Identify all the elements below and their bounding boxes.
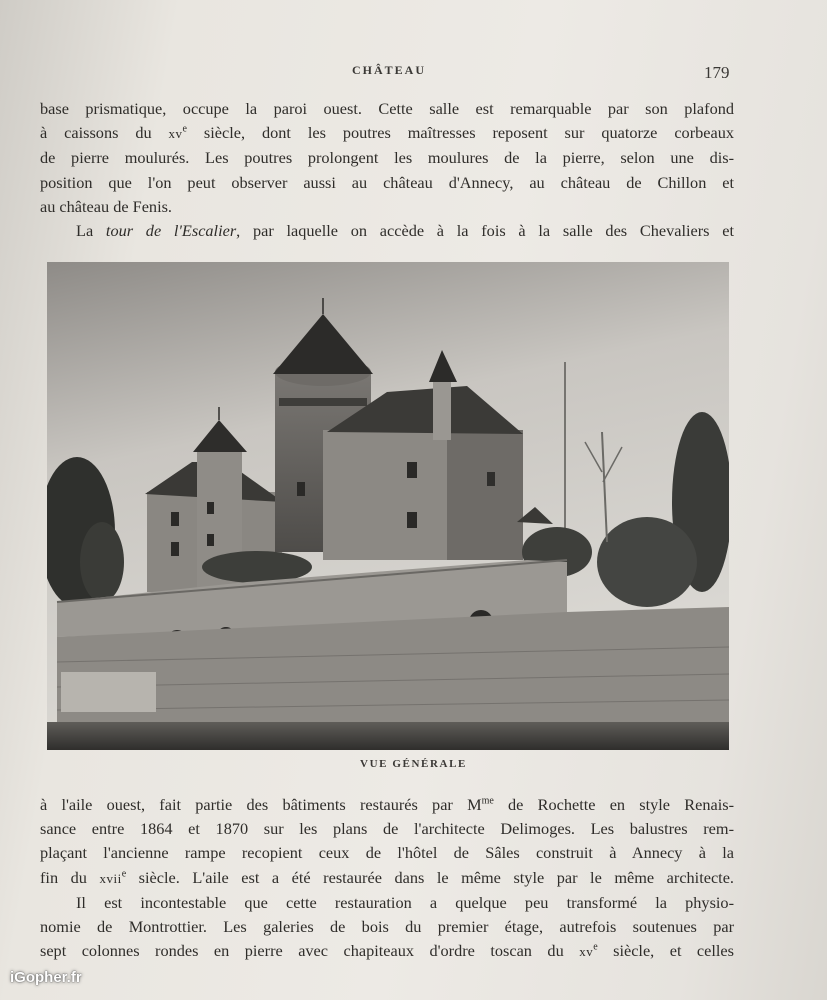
paragraph-physionomie: [40, 891, 734, 965]
running-head: CHÂTEAU: [352, 63, 427, 77]
bottom-text-block: [40, 793, 734, 964]
paragraph-salle: [40, 97, 734, 219]
figure-caption: VUE GÉNÉRALE: [360, 758, 467, 770]
text-line: La tour de l'Escalier, par laquelle on accède à la fois à la salle des Chevaliers et: [76, 221, 734, 241]
text-line: sept colonnes rondes en pierre avec chapiteaux d'ordre toscan du $xv^e$ siècle, et celles: [40, 941, 734, 961]
text-line: au château de Fenis.: [40, 196, 173, 216]
text-line: plaçant l'ancienne rampe recopient ceux de l'hôtel de Sâles construit à Annecy à la: [40, 843, 734, 863]
watermark-logo: iGopher.fr: [10, 969, 82, 986]
text-line: Il est incontestable que cette restauration a quelque peu transformé la physio-: [76, 892, 734, 912]
text-line: base prismatique, occupe la paroi ouest. Cette salle est remarquable par son plafond: [40, 99, 734, 118]
century-numeral: xvii: [99, 870, 122, 886]
page-number: 179: [704, 63, 730, 82]
text-line: nomie de Montrottier. Les galeries de bois du premier étage, autrefois soutenues par: [40, 917, 734, 937]
superscript: e: [121, 868, 127, 880]
superscript: e: [182, 123, 187, 135]
paragraph-escalier: [40, 219, 734, 243]
top-text-block: [40, 97, 734, 243]
text-line: à caissons du $xv^e$ siècle, dont les poutres maîtresses reposent sur quatorze corbeaux: [40, 123, 734, 143]
text-line: à l'aile ouest, fait partie des bâtiments restaurés par $M^{me}$ de Rochette en style Renais-: [40, 795, 734, 814]
century-numeral: xv: [168, 126, 183, 142]
century-numeral: xv: [579, 944, 594, 960]
text-line: de pierre moulurés. Les poutres prolongent les moulures de la pierre, selon une dis-: [40, 148, 734, 168]
paragraph-restauration: [40, 793, 734, 891]
text-line: fin du xvii$^e$ siècle. L'aile est a été restaurée dans le même style par le même architecte.: [40, 867, 734, 887]
text-line: position que l'on peut observer aussi au château d'Annecy, au château de Chillon et: [40, 172, 734, 192]
italic-term: tour de l'Escalier: [105, 221, 237, 241]
castle-illustration: [47, 262, 729, 750]
castle-photograph: [47, 262, 729, 750]
text-line: sance entre 1864 et 1870 sur les plans de l'architecte Delimoges. Les balustres rem-: [40, 819, 734, 839]
superscript: e: [593, 941, 598, 953]
superscript: me: [481, 795, 494, 807]
